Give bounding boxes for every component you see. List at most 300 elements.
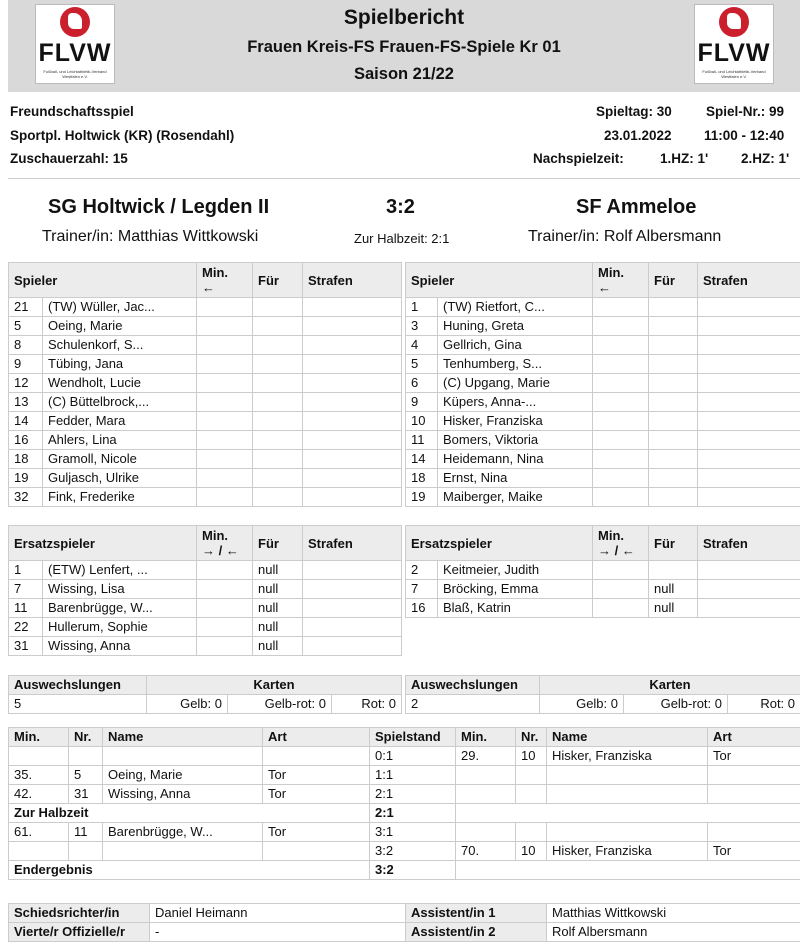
player-name: Guljasch, Ulrike [43,469,197,488]
extra-time-label: Nachspielzeit: [533,151,624,166]
player-minute [197,618,253,637]
player-number: 12 [9,374,43,393]
away-cards-table [405,675,800,714]
player-number: 1 [9,561,43,580]
away-goal-minute [456,766,516,785]
player-row [406,580,800,599]
away-goal-type: Tor [708,842,800,861]
player-name: Tübing, Jana [43,355,197,374]
player-number: 16 [406,599,438,618]
player-number: 7 [406,580,438,599]
home-goal-minute [9,747,69,766]
assistant1-label: Assistent/in 1 [406,904,547,923]
player-row [9,637,402,656]
fourth-official-name: - [150,923,406,942]
home-subs-table [8,525,402,656]
player-minute [197,469,253,488]
away-goal-number: 10 [516,842,547,861]
assistant2-label: Assistent/in 2 [406,923,547,942]
player-penalties [303,561,402,580]
player-row [9,450,402,469]
player-number: 7 [9,580,43,599]
player-number: 14 [406,450,438,469]
running-score: 3:1 [370,823,456,842]
yellow-red-cards: Gelb-rot: 0 [624,695,728,714]
player-row [9,298,402,317]
player-number: 2 [406,561,438,580]
col-fuer: Für [253,526,303,561]
match-date: 23.01.2022 [604,128,672,143]
player-row [9,561,402,580]
player-fuer: null [253,580,303,599]
summary-score: 2:1 [370,804,456,823]
away-goal-scorer [547,823,708,842]
player-name: Huning, Greta [438,317,593,336]
player-number: 11 [406,431,438,450]
summary-label: Zur Halbzeit [9,804,370,823]
player-row [406,599,800,618]
home-goal-number: 5 [69,766,103,785]
col-away-min: Min. [456,728,516,747]
col-home-name: Name [103,728,263,747]
home-goal-scorer: Wissing, Anna [103,785,263,804]
away-goal-minute [456,823,516,842]
extra-time-second-half: 2.HZ: 1' [741,151,790,166]
logo-subtitle: Fußball- und Leichtathletik-Verband Westfalen e.V. [43,69,107,79]
away-goal-number: 10 [516,747,547,766]
player-row [9,431,402,450]
player-row [406,469,800,488]
match-number: Spiel-Nr.: 99 [706,104,785,119]
report-header [8,0,800,92]
home-goal-scorer: Oeing, Marie [103,766,263,785]
player-row [9,355,402,374]
player-number: 6 [406,374,438,393]
yellow-cards: Gelb: 0 [147,695,228,714]
col-away-name: Name [547,728,708,747]
player-minute [593,412,649,431]
player-fuer [649,336,698,355]
matchday: Spieltag: 30 [596,104,672,119]
player-number: 16 [9,431,43,450]
player-penalties [303,412,402,431]
player-name: Gellrich, Gina [438,336,593,355]
home-goal-number [69,747,103,766]
col-fuer: Für [649,263,698,298]
referee-label: Schiedsrichter/in [9,904,150,923]
player-fuer [253,298,303,317]
player-minute [197,561,253,580]
away-goal-scorer: Hisker, Franziska [547,747,708,766]
player-minute [593,488,649,507]
summary-label: Endergebnis [9,861,370,880]
player-penalties [303,580,402,599]
goal-events-table [8,727,800,880]
player-minute [197,412,253,431]
home-goal-type [263,747,370,766]
player-row [9,580,402,599]
player-name: Maiberger, Maike [438,488,593,507]
goal-row [9,785,800,804]
home-goal-minute: 42. [9,785,69,804]
col-min: Min. → / ← [197,526,253,561]
player-name: Heidemann, Nina [438,450,593,469]
home-goal-scorer: Barenbrügge, W... [103,823,263,842]
away-goal-type [708,823,800,842]
home-goal-type: Tor [263,823,370,842]
player-row [406,298,800,317]
player-number: 22 [9,618,43,637]
away-goal-minute: 70. [456,842,516,861]
flvw-logo-right [694,4,774,84]
player-fuer [253,317,303,336]
home-goal-number [69,842,103,861]
goal-row [9,766,800,785]
player-row [9,317,402,336]
player-row [406,336,800,355]
away-goal-scorer: Hisker, Franziska [547,842,708,861]
player-minute [593,355,649,374]
col-home-min: Min. [9,728,69,747]
player-row [406,393,800,412]
referee-name: Daniel Heimann [150,904,406,923]
home-goal-scorer [103,747,263,766]
home-cards-table [8,675,402,714]
player-penalties [698,599,800,618]
player-name: Bomers, Viktoria [438,431,593,450]
home-goal-minute: 35. [9,766,69,785]
player-name: Keitmeier, Judith [438,561,593,580]
player-row [9,374,402,393]
player-penalties [698,355,800,374]
player-fuer [253,469,303,488]
player-number: 31 [9,637,43,656]
player-number: 9 [9,355,43,374]
player-fuer [253,374,303,393]
col-min: Min. → / ← [593,526,649,561]
player-name: Wissing, Anna [43,637,197,656]
away-goal-minute: 29. [456,747,516,766]
player-number: 21 [9,298,43,317]
player-minute [593,298,649,317]
player-penalties [698,336,800,355]
player-name: (C) Büttelbrock,... [43,393,197,412]
away-coach: Trainer/in: Rolf Albersmann [528,228,722,245]
player-number: 8 [9,336,43,355]
player-minute [197,580,253,599]
col-sub-player: Ersatzspieler [9,526,197,561]
player-minute [197,431,253,450]
home-goal-number: 11 [69,823,103,842]
player-minute [593,450,649,469]
player-row [406,355,800,374]
col-player: Spieler [406,263,593,298]
player-row [406,317,800,336]
player-row [9,469,402,488]
player-penalties [303,637,402,656]
player-number: 1 [406,298,438,317]
home-goal-type [263,842,370,861]
player-minute [593,580,649,599]
player-fuer [649,488,698,507]
report-title: Spielbericht [343,6,465,29]
player-number: 5 [9,317,43,336]
player-name: Barenbrügge, W... [43,599,197,618]
player-fuer [649,431,698,450]
player-minute [593,393,649,412]
player-fuer: null [253,599,303,618]
player-fuer [649,393,698,412]
home-goal-type: Tor [263,785,370,804]
player-penalties [303,298,402,317]
player-minute [197,637,253,656]
player-name: Wissing, Lisa [43,580,197,599]
summary-spacer [456,861,800,880]
player-fuer [253,355,303,374]
player-name: (TW) Rietfort, C... [438,298,593,317]
home-team-name: SG Holtwick / Legden II [48,196,270,218]
logo-text: FLVW [38,39,112,67]
logo-subtitle: Fußball- und Leichtathletik-Verband Westfalen e.V. [702,69,766,79]
away-goal-type: Tor [708,747,800,766]
player-fuer [253,336,303,355]
summary-row [9,804,800,823]
match-time: 11:00 - 12:40 [704,128,785,143]
player-penalties [698,317,800,336]
away-goal-number [516,766,547,785]
player-minute [197,393,253,412]
player-fuer [649,450,698,469]
col-score: Spielstand [370,728,456,747]
player-name: Schulenkorf, S... [43,336,197,355]
col-fuer: Für [649,526,698,561]
red-cards: Rot: 0 [332,695,402,714]
player-number: 3 [406,317,438,336]
player-minute [593,431,649,450]
player-penalties [698,393,800,412]
substitution-count: 5 [9,695,147,714]
summary-score: 3:2 [370,861,456,880]
player-minute [197,336,253,355]
player-penalties [698,561,800,580]
final-score: 3:2 [386,196,415,218]
player-row [406,374,800,393]
player-row [406,431,800,450]
goal-row [9,823,800,842]
player-fuer [649,355,698,374]
player-minute [197,450,253,469]
col-strafen: Strafen [303,263,402,298]
goal-row [9,842,800,861]
player-name: Tenhumberg, S... [438,355,593,374]
player-fuer [649,561,698,580]
spectators: Zuschauerzahl: 15 [10,151,128,166]
player-penalties [303,450,402,469]
player-name: (C) Upgang, Marie [438,374,593,393]
player-name: Küpers, Anna-... [438,393,593,412]
player-minute [197,317,253,336]
player-minute [593,374,649,393]
player-fuer [253,393,303,412]
player-number: 5 [406,355,438,374]
player-number: 4 [406,336,438,355]
col-home-art: Art [263,728,370,747]
venue: Sportpl. Holtwick (KR) (Rosendahl) [10,128,235,143]
player-number: 18 [406,469,438,488]
away-goal-type [708,785,800,804]
player-row [9,393,402,412]
player-fuer [253,488,303,507]
player-number: 18 [9,450,43,469]
away-goal-type [708,766,800,785]
player-number: 10 [406,412,438,431]
player-minute [197,355,253,374]
player-name: Gramoll, Nicole [43,450,197,469]
player-fuer [649,298,698,317]
player-row [9,336,402,355]
player-penalties [303,618,402,637]
summary-spacer [456,804,800,823]
player-penalties [303,488,402,507]
col-strafen: Strafen [698,263,800,298]
away-goal-number [516,823,547,842]
player-penalties [698,469,800,488]
assistant1-name: Matthias Wittkowski [547,904,800,923]
player-row [406,488,800,507]
player-name: Fink, Frederike [43,488,197,507]
season: Saison 21/22 [354,65,454,83]
player-penalties [303,469,402,488]
player-fuer: null [253,637,303,656]
player-number: 11 [9,599,43,618]
home-lineup-table [8,262,402,507]
col-strafen: Strafen [698,526,800,561]
player-fuer: null [649,580,698,599]
player-penalties [303,431,402,450]
home-goal-number: 31 [69,785,103,804]
halftime-score: Zur Halbzeit: 2:1 [354,231,450,246]
player-fuer: null [253,561,303,580]
col-home-nr: Nr. [69,728,103,747]
summary-row [9,861,800,880]
player-name: Blaß, Katrin [438,599,593,618]
match-type: Freundschaftsspiel [10,104,134,119]
logo-text: FLVW [697,39,771,67]
player-number: 9 [406,393,438,412]
col-min: Min. ← [593,263,649,298]
col-cards: Karten [147,676,402,695]
extra-time-first-half: 1.HZ: 1' [660,151,709,166]
yellow-red-cards: Gelb-rot: 0 [228,695,332,714]
player-minute [593,336,649,355]
horse-emblem-icon [719,7,749,37]
home-goal-minute: 61. [9,823,69,842]
col-min: Min. ← [197,263,253,298]
home-coach: Trainer/in: Matthias Wittkowski [42,228,259,245]
player-minute [197,488,253,507]
player-name: Oeing, Marie [43,317,197,336]
away-subs-table [405,525,800,618]
player-minute [197,599,253,618]
away-goal-number [516,785,547,804]
player-fuer: null [649,599,698,618]
home-goal-scorer [103,842,263,861]
running-score: 2:1 [370,785,456,804]
away-goal-scorer [547,785,708,804]
player-row [406,412,800,431]
player-penalties [698,374,800,393]
assistant2-name: Rolf Albersmann [547,923,800,942]
player-penalties [698,450,800,469]
player-name: Bröcking, Emma [438,580,593,599]
player-row [9,412,402,431]
player-name: Wendholt, Lucie [43,374,197,393]
officials-table [8,903,800,942]
col-strafen: Strafen [303,526,402,561]
player-fuer [253,450,303,469]
away-goal-minute [456,785,516,804]
home-goal-type: Tor [263,766,370,785]
player-penalties [698,488,800,507]
player-fuer: null [253,618,303,637]
red-cards: Rot: 0 [728,695,800,714]
player-name: Ahlers, Lina [43,431,197,450]
col-player: Spieler [9,263,197,298]
away-lineup-table [405,262,800,507]
player-name: Ernst, Nina [438,469,593,488]
goal-row [9,747,800,766]
player-row [9,599,402,618]
player-minute [593,599,649,618]
player-fuer [253,431,303,450]
player-row [406,561,800,580]
running-score: 3:2 [370,842,456,861]
player-penalties [303,599,402,618]
divider [8,178,800,179]
fourth-official-label: Vierte/r Offizielle/r [9,923,150,942]
away-team-name: SF Ammeloe [576,196,697,218]
away-goal-scorer [547,766,708,785]
player-minute [593,317,649,336]
col-away-nr: Nr. [516,728,547,747]
player-penalties [698,431,800,450]
player-fuer [649,412,698,431]
col-away-art: Art [708,728,800,747]
col-sub-player: Ersatzspieler [406,526,593,561]
col-cards: Karten [540,676,800,695]
player-penalties [698,580,800,599]
player-minute [197,298,253,317]
player-number: 19 [406,488,438,507]
player-row [406,450,800,469]
substitution-count: 2 [406,695,540,714]
player-fuer [649,469,698,488]
player-number: 19 [9,469,43,488]
home-goal-minute [9,842,69,861]
player-row [9,488,402,507]
player-fuer [649,374,698,393]
player-penalties [698,298,800,317]
running-score: 0:1 [370,747,456,766]
league-name: Frauen Kreis-FS Frauen-FS-Spiele Kr 01 [247,38,561,56]
player-fuer [253,412,303,431]
player-penalties [303,374,402,393]
player-name: (ETW) Lenfert, ... [43,561,197,580]
player-name: Hullerum, Sophie [43,618,197,637]
player-number: 32 [9,488,43,507]
col-substitutions: Auswechslungen [406,676,540,695]
yellow-cards: Gelb: 0 [540,695,624,714]
